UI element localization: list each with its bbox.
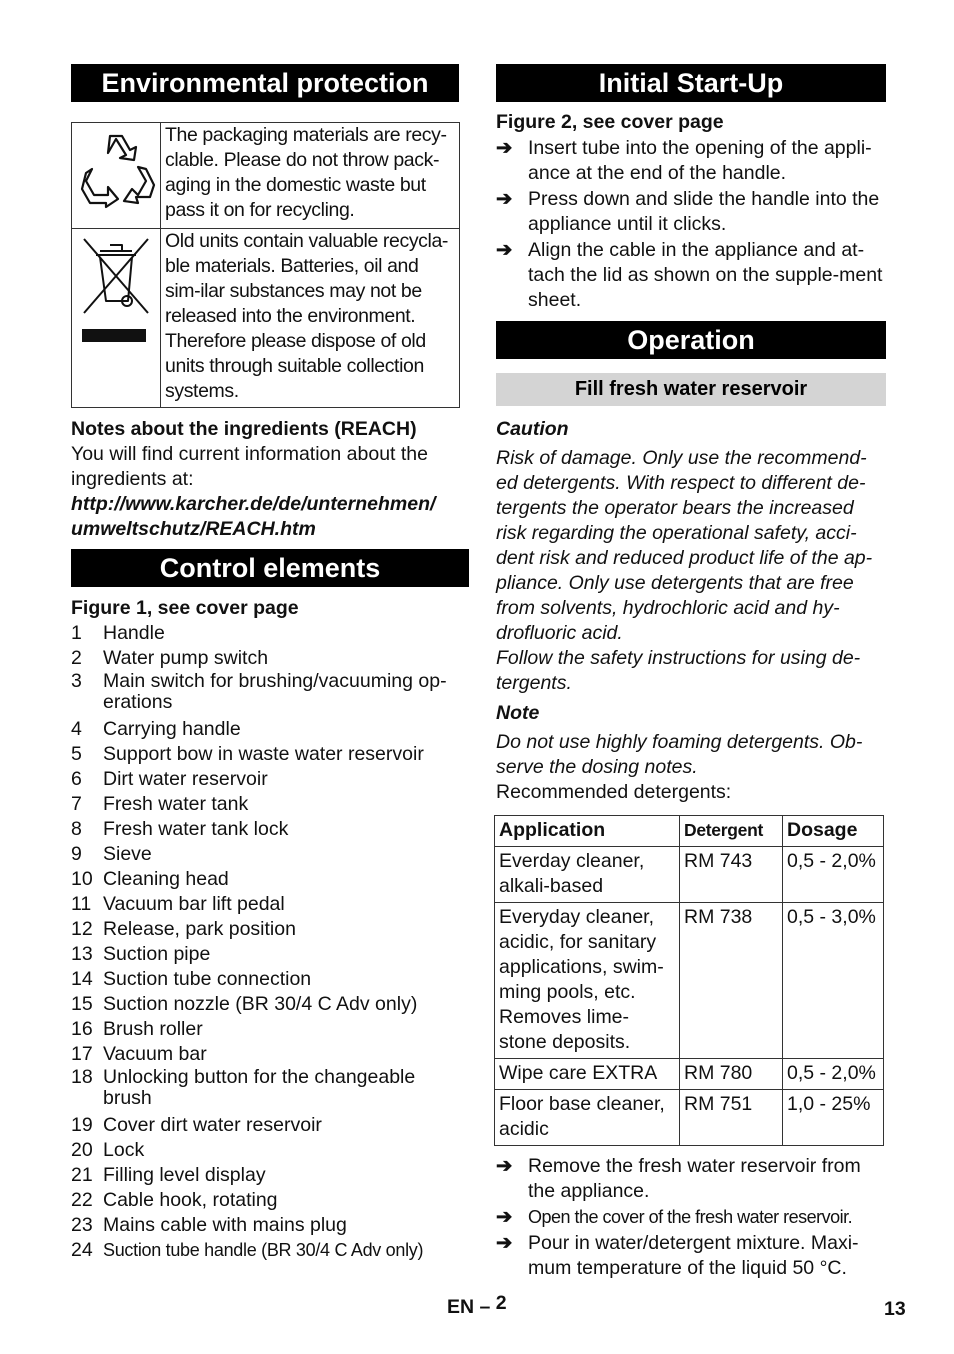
list-item: 12 Release, park position [71, 918, 296, 940]
environmental-protection-heading: Environmental protection [71, 64, 459, 102]
list-item: 1 Handle [71, 622, 165, 644]
list-item: 8 Fresh water tank lock [71, 818, 289, 840]
control-elements-list [71, 621, 461, 1263]
crossed-out-wheelie-bin-icon [72, 229, 160, 349]
reach-url-line-2[interactable]: umweltschutz/REACH.htm [71, 518, 316, 540]
fill-fresh-water-reservoir-heading: Fill fresh water reservoir [496, 373, 886, 406]
list-item: 16 Brush roller [71, 1018, 203, 1040]
fill-step: ➔ Pour in water/detergent mixture. Maxi-mum temperature of the liquid 50 °C. [496, 1232, 859, 1279]
figure-2-reference: Figure 2, see cover page [496, 111, 724, 133]
arrow-right-icon: ➔ [496, 1155, 513, 1177]
column-header-dosage: Dosage [783, 816, 884, 847]
list-item: 19 Cover dirt water reservoir [71, 1114, 322, 1136]
arrow-right-icon: ➔ [496, 239, 513, 261]
list-item: 2 Water pump switch [71, 647, 269, 669]
arrow-right-icon: ➔ [496, 1232, 513, 1254]
list-item: 7 Fresh water tank [71, 793, 249, 815]
list-item: 22 Cable hook, rotating [71, 1189, 278, 1211]
arrow-right-icon: ➔ [496, 188, 513, 210]
note-heading: Note [496, 702, 540, 724]
reach-text: You will find current information about the ingredients at: [71, 443, 428, 490]
fill-steps [496, 1154, 886, 1281]
fill-step: ➔ Open the cover of the fresh water reservoir. [496, 1206, 853, 1228]
recycling-icon [72, 123, 160, 223]
page-footer-label [447, 1292, 507, 1319]
list-item: 5 Support bow in waste water reservoir [71, 743, 424, 765]
list-item: 23 Mains cable with mains plug [71, 1214, 347, 1236]
caution-text-2: Follow the safety instructions for using de-tergents. [496, 647, 861, 694]
caution-text: Risk of damage. Only use the recommend-ed detergents. With respect to different de-tergents the operator bears the increased risk regarding the operational safety, acci-dent risk and reduced product life of the ap-pliance. Only use detergents that are free from solvents, hydrochloric acid and hy-drofluoric acid. [496, 447, 873, 644]
list-item: 17 Vacuum bar [71, 1043, 207, 1065]
recommended-detergents-label: Recommended detergents: [496, 781, 732, 803]
list-item: 21 Filling level display [71, 1164, 266, 1186]
page-number: 13 [884, 1298, 906, 1320]
control-elements-heading: Control elements [71, 549, 469, 587]
startup-step: ➔ Press down and slide the handle into the appliance until it clicks. [496, 188, 880, 235]
list-item: 9 Sieve [71, 843, 152, 865]
detergents-table [494, 815, 884, 1146]
list-item: 15 Suction nozzle (BR 30/4 C Adv only) [71, 993, 418, 1015]
arrow-right-icon: ➔ [496, 137, 513, 159]
column-header-detergent: Detergent [680, 816, 783, 847]
initial-start-up-heading: Initial Start-Up [496, 64, 886, 102]
env-disposal-text: Old units contain valuable recycla-ble materials. Batteries, oil and sim-ilar substances may not be released into the environment. Therefore please dispose of old units through suitable collection systems. [161, 229, 460, 408]
table-row: Everyday cleaner, acidic, for sanitary applications, swim-ming pools, etc. Removes lime-stone deposits. RM 738 0,5 - 3,0% [495, 903, 884, 1059]
figure-1-reference: Figure 1, see cover page [71, 597, 299, 619]
left-column [71, 64, 461, 1263]
column-header-application: Application [495, 816, 680, 847]
footer-dash: – [479, 1296, 491, 1318]
env-recycling-text: The packaging materials are recy-clable. Please do not throw pack-aging in the domestic waste but pass it on for recycling. [161, 123, 460, 229]
list-item: 24 Suction tube handle (BR 30/4 C Adv only) [71, 1239, 424, 1261]
right-column [496, 64, 886, 1281]
list-item: 11 Vacuum bar lift pedal [71, 893, 285, 915]
language-code: EN [447, 1296, 475, 1318]
fill-step: ➔ Remove the fresh water reservoir from the appliance. [496, 1155, 861, 1202]
list-item: 3 Main switch for brushing/vacuuming op-erations [71, 670, 447, 713]
startup-step: ➔ Align the cable in the appliance and at-tach the lid as shown on the supple-ment sheet. [496, 239, 883, 311]
reach-heading: Notes about the ingredients (REACH) [71, 418, 417, 440]
list-item: 13 Suction pipe [71, 943, 211, 965]
list-item: 10 Cleaning head [71, 868, 229, 890]
list-item: 4 Carrying handle [71, 718, 241, 740]
table-row: Wipe care EXTRA RM 780 0,5 - 2,0% [495, 1059, 884, 1090]
operation-heading: Operation [496, 321, 886, 359]
section-page-number: 2 [495, 1292, 507, 1314]
env-row-disposal [72, 229, 460, 408]
arrow-right-icon: ➔ [496, 1206, 513, 1228]
table-row: Everday cleaner, alkali-based RM 743 0,5 - 2,0% [495, 847, 884, 903]
startup-step: ➔ Insert tube into the opening of the appli-ance at the end of the handle. [496, 137, 872, 184]
list-item: 14 Suction tube connection [71, 968, 312, 990]
list-item: 6 Dirt water reservoir [71, 768, 268, 790]
table-header-row [495, 816, 884, 847]
environment-table [71, 122, 460, 408]
caution-heading: Caution [496, 418, 569, 440]
table-row: Floor base cleaner, acidic RM 751 1,0 - 25% [495, 1090, 884, 1146]
note-text: Do not use highly foaming detergents. Ob-serve the dosing notes. [496, 731, 863, 778]
env-row-recycling [72, 123, 460, 229]
list-item: 18 Unlocking button for the changeable brush [71, 1066, 416, 1109]
reach-url-line-1[interactable]: http://www.karcher.de/de/unternehmen/ [71, 493, 436, 515]
list-item: 20 Lock [71, 1139, 145, 1161]
